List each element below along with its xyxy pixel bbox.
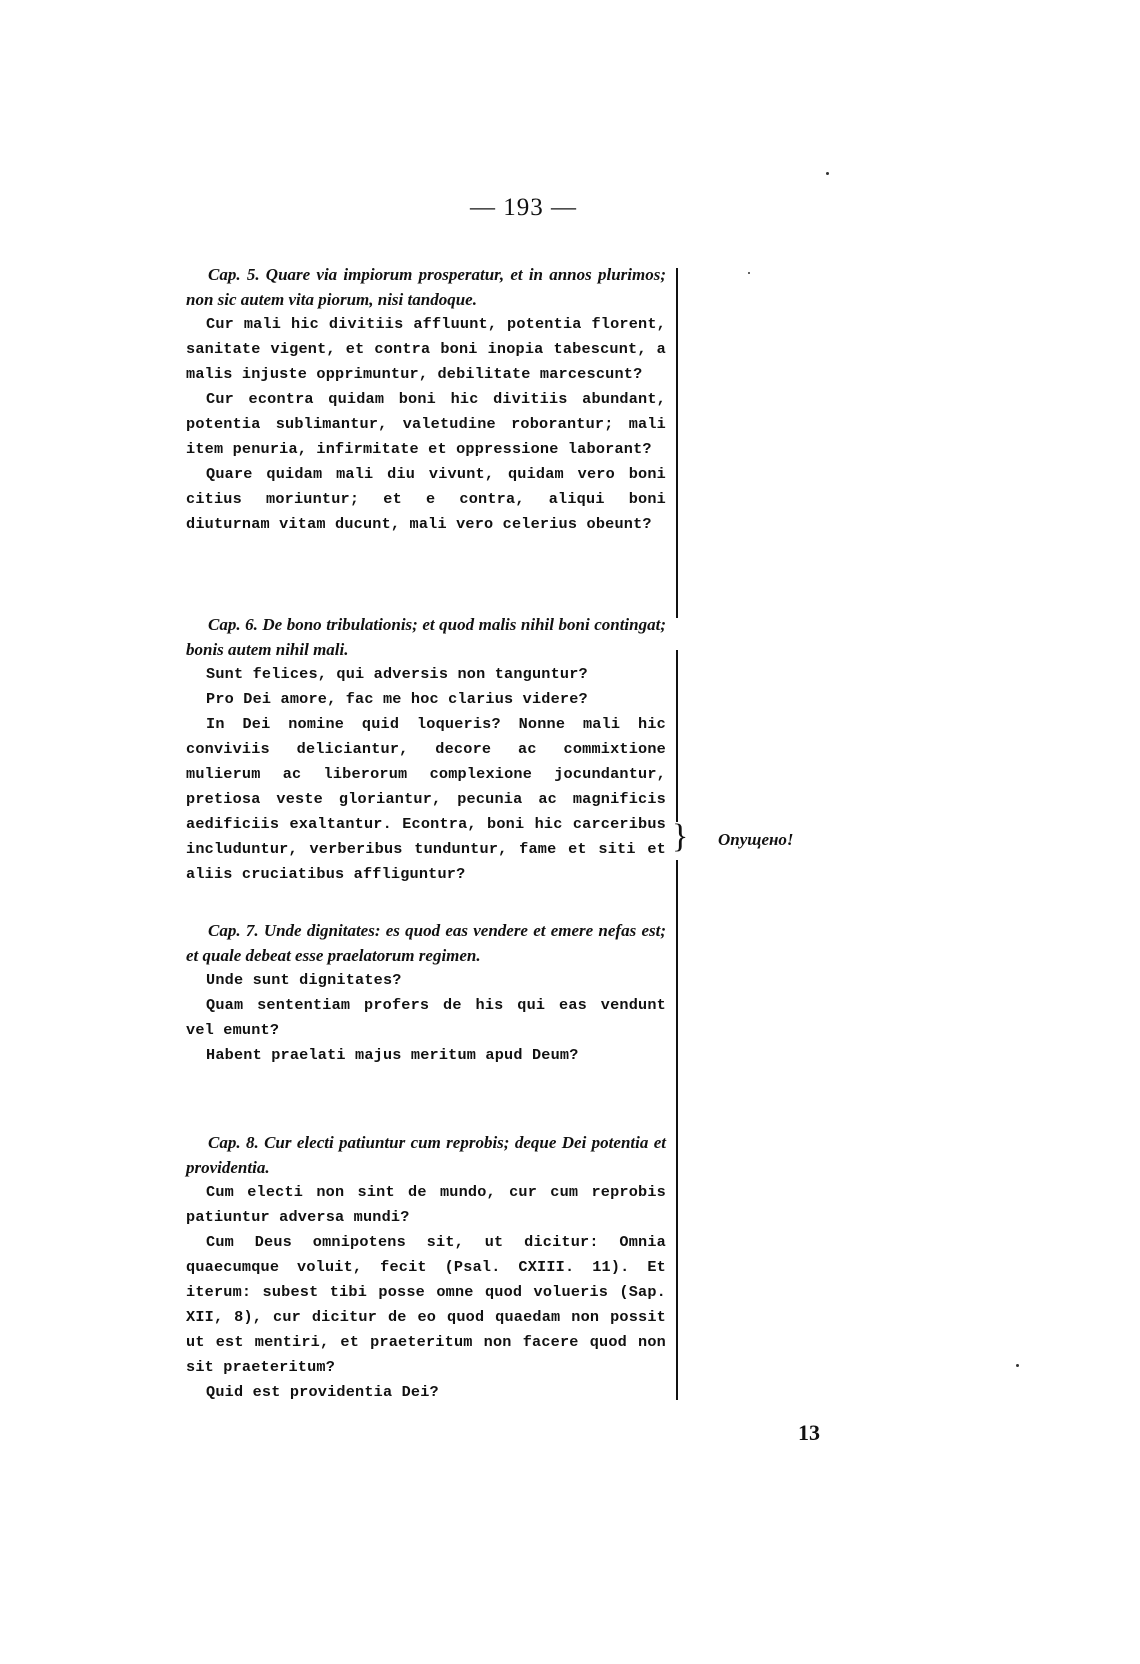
paragraph: Unde sunt dignitates? (206, 971, 402, 989)
chapter-8 (186, 1130, 666, 1405)
paragraph: Cum electi non sint de mundo, cur cum reprobis patiuntur adversa mundi? (186, 1183, 666, 1226)
paragraph: Cur econtra quidam boni hic divitiis abundant, potentia sublimantur, valetudine roborantur; mali item penuria, infirmitate et oppressione laborant? (186, 390, 666, 458)
paragraph: Quare quidam mali diu vivunt, quidam vero boni citius moriuntur; et e contra, aliqui boni diuturnam vitam ducunt, mali vero celerius obeunt? (186, 465, 666, 533)
margin-rule (676, 268, 678, 618)
paper-speck (748, 272, 750, 274)
page-number: — 193 — (470, 194, 577, 221)
paragraph: Pro Dei amore, fac me hoc clarius videre? (206, 690, 588, 708)
margin-note: Опущено! (718, 830, 794, 849)
paragraph: Sunt felices, qui adversis non tanguntur? (206, 665, 588, 683)
brace-mark: } (672, 818, 689, 855)
chapter-6 (186, 612, 666, 887)
paragraph: Cum Deus omnipotens sit, ut dicitur: Omnia quaecumque voluit, fecit (Psal. CXIII. 11). Et iterum: subest tibi posse omne quod volueris (Sap. XII, 8), cur dicitur de eo quod quaedam non possit ut est mentiri, et praeteritum non facere quod non sit praeteritum? (186, 1233, 666, 1376)
paragraph: In Dei nomine quid loqueris? Nonne mali hic conviviis deliciantur, decore ac commixtione mulierum ac liberorum complexione jocundantur, pretiosa veste gloriantur, pecunia ac magnificis aedificiis exaltantur. Econtra, boni hic carceribus includuntur, verberibus tunduntur, fame et siti et aliis cruciatibus affliguntur? (186, 715, 666, 883)
chapter-heading: Cap. 6. De bono tribulationis; et quod malis nihil boni contingat; bonis autem nihil mali. (186, 615, 666, 659)
paragraph: Habent praelati majus meritum apud Deum? (206, 1046, 579, 1064)
paper-speck (1016, 1364, 1019, 1367)
margin-rule (676, 860, 678, 1400)
paragraph: Cur mali hic divitiis affluunt, potentia florent, sanitate vigent, et contra boni inopia tabescunt, a malis injuste opprimuntur, debilitate marcescunt? (186, 315, 666, 383)
chapter-heading: Cap. 8. Cur electi patiuntur cum reprobis; deque Dei potentia et providentia. (186, 1133, 666, 1177)
chapter-heading: Cap. 7. Unde dignitates: es quod eas vendere et emere nefas est; et quale debeat esse praelatorum regimen. (186, 921, 666, 965)
paragraph: Quid est providentia Dei? (206, 1383, 439, 1401)
sheet-number: 13 (798, 1420, 820, 1445)
paper-speck (826, 172, 829, 175)
chapter-heading: Cap. 5. Quare via impiorum prosperatur, et in annos plurimos; non sic autem vita piorum, nisi tandoque. (186, 265, 666, 309)
chapter-7 (186, 918, 666, 1068)
paragraph: Quam sententiam profers de his qui eas vendunt vel emunt? (186, 996, 666, 1039)
margin-rule (676, 650, 678, 822)
chapter-5 (186, 262, 666, 537)
